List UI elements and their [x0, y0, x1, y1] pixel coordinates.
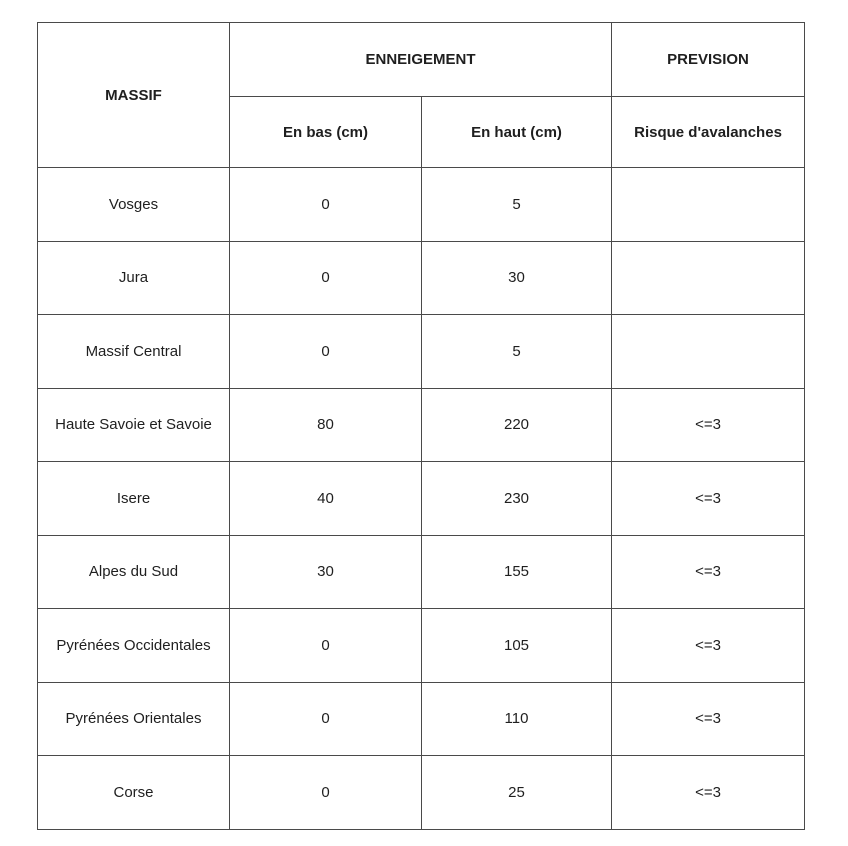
header-risque-avalanches: Risque d'avalanches: [612, 97, 805, 168]
cell-en-haut: 25: [422, 756, 612, 830]
cell-risque: [612, 168, 805, 242]
table-row: [38, 462, 805, 536]
cell-en-bas: 0: [230, 315, 422, 389]
table-row: [38, 168, 805, 242]
cell-risque: [612, 315, 805, 389]
cell-massif: Haute Savoie et Savoie: [38, 388, 230, 462]
cell-en-haut: 230: [422, 462, 612, 536]
cell-massif: Isere: [38, 462, 230, 536]
table-row: [38, 315, 805, 389]
cell-massif: Pyrénées Occidentales: [38, 609, 230, 683]
cell-risque: <=3: [612, 756, 805, 830]
cell-en-haut: 220: [422, 388, 612, 462]
cell-massif: Vosges: [38, 168, 230, 242]
cell-risque: <=3: [612, 682, 805, 756]
cell-en-haut: 105: [422, 609, 612, 683]
cell-risque: <=3: [612, 388, 805, 462]
cell-massif: Massif Central: [38, 315, 230, 389]
cell-risque: <=3: [612, 462, 805, 536]
cell-en-haut: 155: [422, 535, 612, 609]
cell-en-bas: 0: [230, 609, 422, 683]
cell-risque: <=3: [612, 535, 805, 609]
header-en-bas: En bas (cm): [230, 97, 422, 168]
cell-risque: <=3: [612, 609, 805, 683]
cell-en-bas: 0: [230, 756, 422, 830]
table-row: [38, 756, 805, 830]
table-row: [38, 241, 805, 315]
cell-en-haut: 5: [422, 315, 612, 389]
header-prevision: PREVISION: [612, 23, 805, 97]
cell-en-bas: 30: [230, 535, 422, 609]
table-row: [38, 388, 805, 462]
cell-risque: [612, 241, 805, 315]
cell-en-bas: 80: [230, 388, 422, 462]
avalanche-table: [37, 22, 805, 830]
header-massif: MASSIF: [38, 23, 230, 168]
header-row-top: [38, 23, 805, 97]
cell-massif: Jura: [38, 241, 230, 315]
cell-en-bas: 0: [230, 168, 422, 242]
cell-en-bas: 40: [230, 462, 422, 536]
cell-massif: Alpes du Sud: [38, 535, 230, 609]
cell-en-haut: 5: [422, 168, 612, 242]
table-row: [38, 609, 805, 683]
cell-en-haut: 30: [422, 241, 612, 315]
header-enneigement: ENNEIGEMENT: [230, 23, 612, 97]
cell-massif: Pyrénées Orientales: [38, 682, 230, 756]
table-row: [38, 682, 805, 756]
cell-en-bas: 0: [230, 241, 422, 315]
cell-massif: Corse: [38, 756, 230, 830]
cell-en-haut: 110: [422, 682, 612, 756]
cell-en-bas: 0: [230, 682, 422, 756]
table-container: [37, 22, 805, 830]
header-en-haut: En haut (cm): [422, 97, 612, 168]
table-row: [38, 535, 805, 609]
